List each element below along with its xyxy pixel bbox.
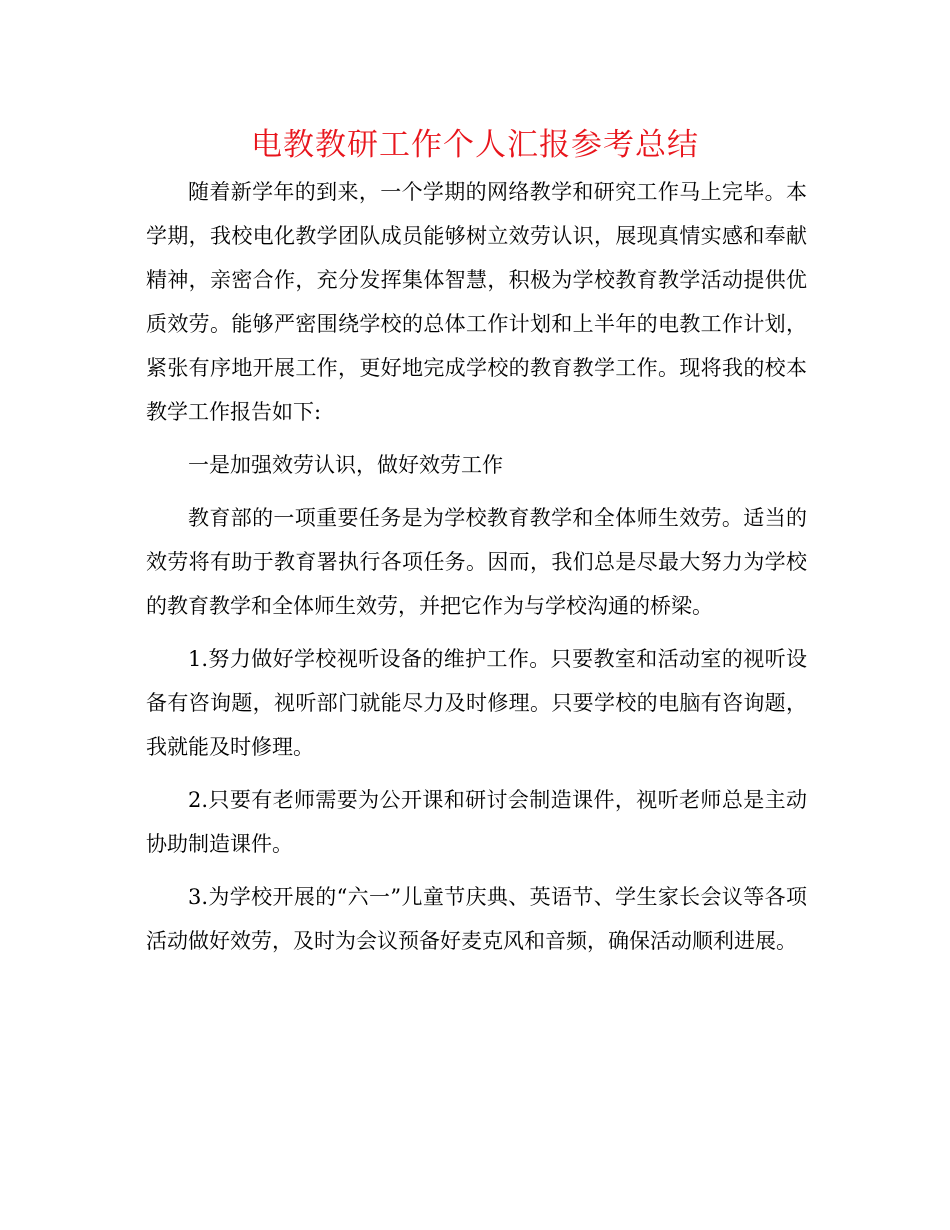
- section-heading: 一是加强效劳认识，做好效劳工作: [188, 453, 503, 477]
- paragraph-intro: 随着新学年的到来，一个学期的网络教学和研究工作马上完毕。本学期，我校电化教学团队成员能够树立效劳认识，展现真情实感和奉献精神，亲密合作，充分发挥集体智慧，积极为学校教育教学活动提供优质效劳。能够严密围绕学校的总体工作计划和上半年的电教工作计划，紧张有序地开展工作，更好地完成学校的教育教学工作。现将我的校本教学工作报告如下:: [146, 180, 807, 424]
- list-item-3: 3.为学校开展的“六一”儿童节庆典、英语节、学生家长会议等各项活动做好效劳，及时为会议预备好麦克风和音频，确保活动顺利进展。: [146, 885, 807, 953]
- list-item-1: 1.努力做好学校视听设备的维护工作。只要教室和活动室的视听设备有咨询题，视听部门就能尽力及时修理。只要学校的电脑有咨询题，我就能及时修理。: [146, 647, 807, 759]
- document-body: [146, 170, 807, 963]
- list-item-2: 2.只要有老师需要为公开课和研讨会制造课件，视听老师总是主动协助制造课件。: [146, 788, 807, 856]
- document-title: 电教教研工作个人汇报参考总结: [251, 127, 699, 163]
- paragraph-service: 教育部的一项重要任务是为学校教育教学和全体师生效劳。适当的效劳将有助于教育署执行各项任务。因而，我们总是尽最大努力为学校的教育教学和全体师生效劳，并把它作为与学校沟通的桥梁。: [146, 506, 807, 618]
